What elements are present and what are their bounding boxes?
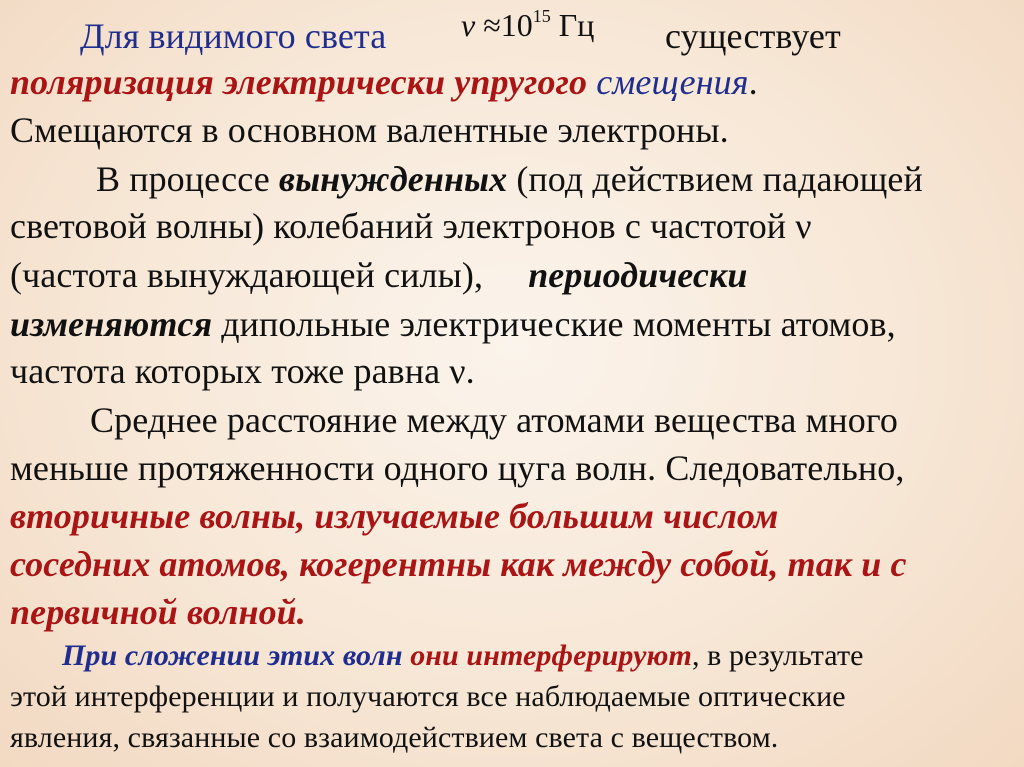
- approx-symbol: ≈: [483, 7, 501, 43]
- line-6-a: (частота вынуждающей силы),: [10, 255, 484, 295]
- line-1-start: [80, 18, 386, 54]
- formula-exponent: 15: [532, 6, 551, 26]
- forced-word: вынужденных: [278, 159, 508, 199]
- line-14: [62, 641, 864, 671]
- line-4-c: (под действием падающей: [507, 159, 923, 199]
- superposition-phrase: При сложении этих волн: [62, 639, 403, 672]
- line-10: меньше протяженности одного цуга волн. Следовательно,: [10, 448, 905, 488]
- line-3: Смещаются в основном валентные электроны.: [10, 110, 729, 150]
- line-2: [10, 64, 758, 100]
- visible-light-text: Для видимого света: [80, 16, 387, 56]
- line-15: этой интерференции и получаются все наблюдаемые оптические: [10, 680, 846, 713]
- line-11: вторичные волны, излучаемые большим числом: [10, 496, 779, 536]
- line-16: явления, связанные со взаимодействием света с веществом.: [10, 721, 779, 754]
- line-12: соседних атомов, когерентны как между собой, так и с: [10, 544, 907, 584]
- line-14-c: , в результате: [691, 639, 864, 672]
- polarization-phrase: поляризация электрически упругого: [10, 62, 588, 102]
- formula-unit: Гц: [558, 7, 595, 43]
- line-13: первичной волной.: [10, 592, 306, 632]
- exists-text: существует: [665, 16, 841, 56]
- interfere-phrase: они интерферируют: [402, 639, 692, 672]
- line-1-end: [665, 18, 841, 54]
- line-7-b: дипольные электрические моменты атомов,: [212, 304, 896, 344]
- line-4: [96, 161, 923, 197]
- line-9: Среднее расстояние между атомами вещества много: [90, 400, 898, 440]
- periodically-word: периодически: [528, 255, 748, 295]
- line-7: [10, 306, 896, 342]
- displacement-word: смещения: [596, 62, 749, 102]
- period: .: [748, 62, 758, 102]
- line-5: световой волны) колебаний электронов с частотой ν: [10, 206, 812, 246]
- nu-symbol: ν: [461, 7, 476, 43]
- formula-base: 10: [500, 7, 533, 43]
- frequency-formula: [461, 6, 594, 44]
- line-4-a: В процессе: [96, 159, 279, 199]
- line-6: [10, 257, 747, 293]
- line-8: частота которых тоже равна ν.: [10, 351, 475, 391]
- change-word: изменяются: [10, 304, 213, 344]
